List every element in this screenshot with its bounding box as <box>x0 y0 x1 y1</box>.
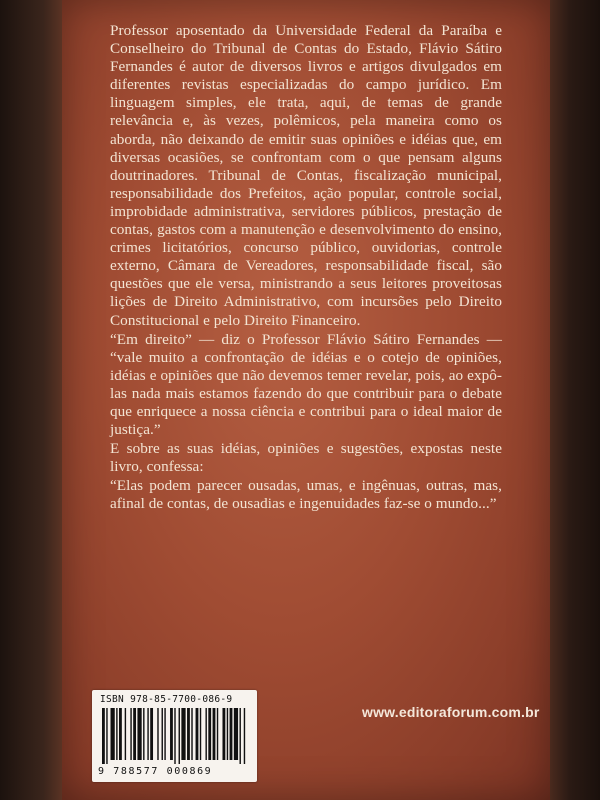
blurb-paragraph-2: “Em direito” — diz o Professor Flávio Sátiro Fernandes — “vale muito a confrontação de idéias e o cotejo de opiniões, idéias e opiniões que não devemos temer revelar, pois, ao expô-las nada mais estamos fazendo do que contribuir para o debate que enriquece a nossa ciência e contribui para o ideal maior de justiça.” <box>110 330 502 439</box>
barcode-bar <box>239 708 240 764</box>
barcode-bar <box>244 708 245 764</box>
book-edge-shadow <box>550 0 600 800</box>
barcode-bar <box>208 708 211 760</box>
barcode-bar <box>230 708 233 760</box>
barcode-bar <box>147 708 148 760</box>
barcode-bar <box>170 708 173 760</box>
blurb-paragraph-1: Professor aposentado da Universidade Federal da Paraíba e Conselheiro do Tribunal de Contas do Estado, Flávio Sátiro Fernandes é autor de diversos livros e artigos divulgados em diferentes revistas especializadas do campo jurídico. Em linguagem simples, ele trata, aqui, de temas de grande relevância e, às vezes, polêmicos, pela maneira como os aborda, não deixando de emitir suas opiniões e idéias que, em diversas ocasiões, se confrontam com o que pensam alguns doutrinadores. Tribunal de Contas, fiscalização municipal, responsabilidade dos Prefeitos, ação popular, controle social, improbidade administrativa, servidores públicos, prestação de contas, gastos com a manutenção e desenvolvimento do ensino, crimes licitatórios, concurso público, ouvidorias, controle externo, Câmara de Vereadores, responsabilidade fiscal, são questões que ele versa, ministrando a seus leitores proveitosas lições de Direito Administrativo, com incursões pelo Direito Constitucional e pelo Direito Financeiro. <box>110 22 502 329</box>
barcode-bar <box>217 708 218 760</box>
barcode-bar <box>181 708 185 760</box>
barcode-bar <box>125 708 126 760</box>
blurb-paragraph-4: “Elas podem parecer ousadas, umas, e ingênuas, outras, mas, afinal de contas, de ousadias e ingenuidades faz-se o mundo...” <box>110 477 502 513</box>
barcode-bar <box>234 708 238 760</box>
barcode-bar <box>200 708 201 760</box>
barcode-bar <box>196 708 199 760</box>
barcode-bar <box>162 708 163 760</box>
barcode-bar <box>213 708 216 760</box>
blurb-paragraph-3: E sobre as suas idéias, opiniões e sugestões, expostas neste livro, confessa: <box>110 440 502 476</box>
isbn-label: ISBN 978-85-7700-086-9 <box>100 694 233 705</box>
barcode-bar <box>143 708 144 760</box>
book-spine-shadow <box>0 0 62 800</box>
barcode-bar <box>133 708 136 760</box>
barcode-panel <box>92 690 257 782</box>
barcode-bar <box>227 708 228 760</box>
barcode-bar <box>106 708 107 764</box>
barcode-bar <box>119 708 122 760</box>
barcode-bar <box>137 708 141 760</box>
blurb-text <box>110 22 502 514</box>
publisher-url: www.editoraforum.com.br <box>362 704 540 720</box>
back-cover <box>62 0 550 800</box>
barcode-bar <box>116 708 117 760</box>
barcode-bar <box>150 708 153 760</box>
barcode-bar <box>205 708 206 760</box>
barcode-icon <box>102 708 248 764</box>
barcode-bar <box>102 708 105 764</box>
barcode-bar <box>191 708 192 760</box>
barcode-bar <box>157 708 158 760</box>
barcode-bar <box>179 708 180 764</box>
barcode-bar <box>222 708 225 760</box>
barcode-bar <box>187 708 190 760</box>
barcode-bar <box>111 708 115 760</box>
barcode-bar <box>174 708 175 764</box>
barcode-digits: 9 788577 000869 <box>98 766 213 777</box>
barcode-bar <box>164 708 165 760</box>
barcode-bar <box>130 708 131 760</box>
